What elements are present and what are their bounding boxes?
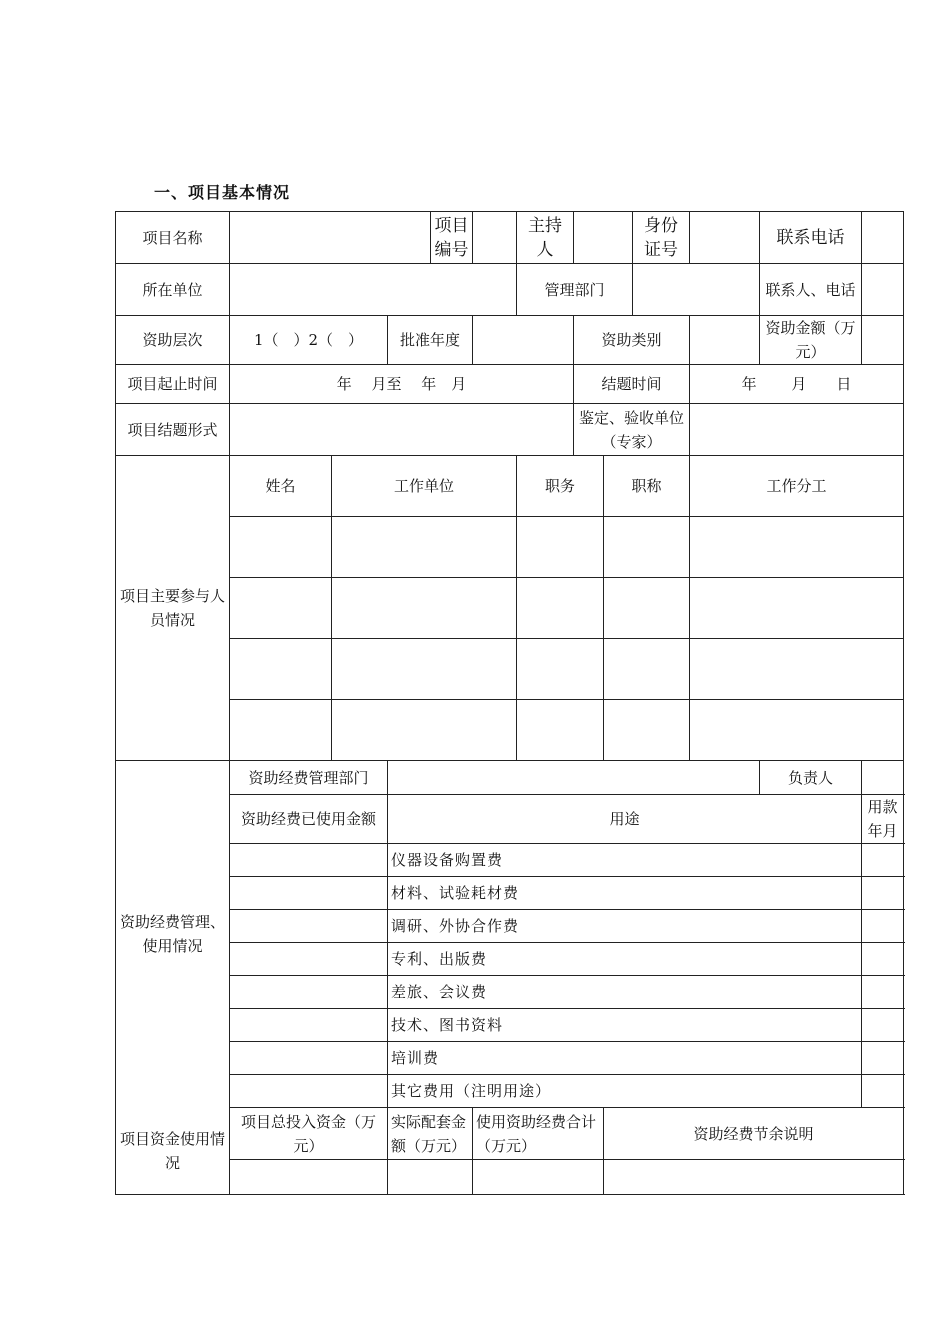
participant-position-cell[interactable] (517, 639, 604, 700)
funding-item-row (116, 877, 904, 910)
participant-position-cell[interactable] (517, 700, 604, 761)
participant-title-cell[interactable] (604, 517, 690, 578)
funding-leader-label: 负责人 (760, 761, 862, 795)
funding-month-cell[interactable] (862, 877, 904, 910)
participant-unit-cell[interactable] (332, 639, 517, 700)
level-label: 资助层次 (116, 316, 230, 365)
phone-label: 联系电话 (760, 212, 862, 264)
participant-title-cell[interactable] (604, 639, 690, 700)
type-label: 资助类别 (574, 316, 690, 365)
project-basic-info-table (115, 211, 904, 1195)
participant-row (116, 639, 904, 700)
funding-mgmt-dept-label: 资助经费管理部门 (230, 761, 388, 795)
participant-unit-cell[interactable] (332, 700, 517, 761)
dept-field[interactable] (633, 264, 760, 316)
phone-field[interactable] (862, 212, 904, 264)
funding-amount-cell[interactable] (230, 1009, 388, 1042)
usage-subsidy-label: 使用资助经费合计（万元） (473, 1108, 604, 1160)
participant-name-cell[interactable] (230, 517, 332, 578)
funding-label: 资助经费管理、使用情况 (116, 761, 230, 1108)
participant-name-cell[interactable] (230, 578, 332, 639)
funding-month-cell[interactable] (862, 976, 904, 1009)
section-title: 一、项目基本情况 (154, 183, 291, 202)
usage-surplus-field[interactable] (604, 1160, 904, 1195)
funding-item-row (116, 943, 904, 976)
funding-amount-cell[interactable] (230, 1042, 388, 1075)
funding-amount-cell[interactable] (230, 844, 388, 877)
participant-position-cell[interactable] (517, 517, 604, 578)
funding-item-row (116, 1009, 904, 1042)
funding-item-row (116, 910, 904, 943)
funding-item-row (116, 844, 904, 877)
participant-row (116, 517, 904, 578)
participant-name-cell[interactable] (230, 700, 332, 761)
project-name-field[interactable] (230, 212, 431, 264)
funding-item-label: 技术、图书资料 (388, 1009, 862, 1042)
unit-field[interactable] (230, 264, 517, 316)
funding-item-label: 仪器设备购置费 (388, 844, 862, 877)
usage-total-field[interactable] (230, 1160, 388, 1195)
funding-leader-field[interactable] (862, 761, 904, 795)
id-label: 身份证号 (633, 212, 690, 264)
participants-label: 项目主要参与人员情况 (116, 456, 230, 761)
usage-total-label: 项目总投入资金（万元） (230, 1108, 388, 1160)
usage-matching-field[interactable] (388, 1160, 473, 1195)
funding-item-label: 其它费用（注明用途） (388, 1075, 862, 1108)
funding-month-label: 用款年月 (862, 795, 904, 844)
amount-field[interactable] (862, 316, 904, 365)
approve-year-label: 批准年度 (388, 316, 473, 365)
dept-label: 管理部门 (517, 264, 633, 316)
funding-used-amount-label: 资助经费已使用金额 (230, 795, 388, 844)
type-field[interactable] (690, 316, 760, 365)
participant-unit-cell[interactable] (332, 578, 517, 639)
usage-label: 项目资金使用情况 (116, 1108, 230, 1195)
funding-item-label: 调研、外协合作费 (388, 910, 862, 943)
project-no-label: 项目编号 (431, 212, 473, 264)
participant-unit-cell[interactable] (332, 517, 517, 578)
participant-row (116, 578, 904, 639)
participant-row (116, 700, 904, 761)
participants-header-position: 职务 (517, 456, 604, 517)
host-field[interactable] (574, 212, 633, 264)
participants-header-unit: 工作单位 (332, 456, 517, 517)
funding-item-label: 材料、试验耗材费 (388, 877, 862, 910)
participant-title-cell[interactable] (604, 578, 690, 639)
funding-purpose-label: 用途 (388, 795, 862, 844)
participant-title-cell[interactable] (604, 700, 690, 761)
funding-amount-cell[interactable] (230, 1075, 388, 1108)
participant-position-cell[interactable] (517, 578, 604, 639)
funding-item-row (116, 1042, 904, 1075)
usage-surplus-label: 资助经费节余说明 (604, 1108, 904, 1160)
level-options[interactable]: 1（ ）2（ ） (230, 316, 388, 365)
appraisal-unit-field[interactable] (690, 404, 904, 456)
funding-item-row (116, 1075, 904, 1108)
funding-amount-cell[interactable] (230, 943, 388, 976)
funding-month-cell[interactable] (862, 1075, 904, 1108)
funding-item-label: 专利、出版费 (388, 943, 862, 976)
usage-subsidy-field[interactable] (473, 1160, 604, 1195)
funding-month-cell[interactable] (862, 943, 904, 976)
end-time-field[interactable]: 年 月 日 (690, 365, 904, 404)
participant-role-cell[interactable] (690, 517, 904, 578)
contact-field[interactable] (862, 264, 904, 316)
approve-year-field[interactable] (473, 316, 574, 365)
funding-month-cell[interactable] (862, 910, 904, 943)
appraisal-unit-label: 鉴定、验收单位（专家） (574, 404, 690, 456)
participants-header-title: 职称 (604, 456, 690, 517)
funding-month-cell[interactable] (862, 844, 904, 877)
project-name-label: 项目名称 (116, 212, 230, 264)
funding-amount-cell[interactable] (230, 877, 388, 910)
funding-item-label: 差旅、会议费 (388, 976, 862, 1009)
participant-role-cell[interactable] (690, 578, 904, 639)
unit-label: 所在单位 (116, 264, 230, 316)
participant-role-cell[interactable] (690, 700, 904, 761)
funding-item-label: 培训费 (388, 1042, 862, 1075)
contact-label: 联系人、电话 (760, 264, 862, 316)
host-label: 主持人 (517, 212, 574, 264)
project-no-field[interactable] (473, 212, 517, 264)
period-label: 项目起止时间 (116, 365, 230, 404)
participant-name-cell[interactable] (230, 639, 332, 700)
funding-month-cell[interactable] (862, 1042, 904, 1075)
participant-role-cell[interactable] (690, 639, 904, 700)
completion-form-label: 项目结题形式 (116, 404, 230, 456)
funding-item-row (116, 976, 904, 1009)
id-field[interactable] (690, 212, 760, 264)
participants-header-name: 姓名 (230, 456, 332, 517)
funding-month-cell[interactable] (862, 1009, 904, 1042)
funding-amount-cell[interactable] (230, 976, 388, 1009)
participants-header-role: 工作分工 (690, 456, 904, 517)
usage-matching-label: 实际配套金额（万元） (388, 1108, 473, 1160)
end-time-label: 结题时间 (574, 365, 690, 404)
funding-mgmt-dept-field[interactable] (388, 761, 760, 795)
amount-label: 资助金额（万元） (760, 316, 862, 365)
period-field[interactable]: 年 月至 年 月 (230, 365, 574, 404)
funding-amount-cell[interactable] (230, 910, 388, 943)
completion-form-field[interactable] (230, 404, 574, 456)
